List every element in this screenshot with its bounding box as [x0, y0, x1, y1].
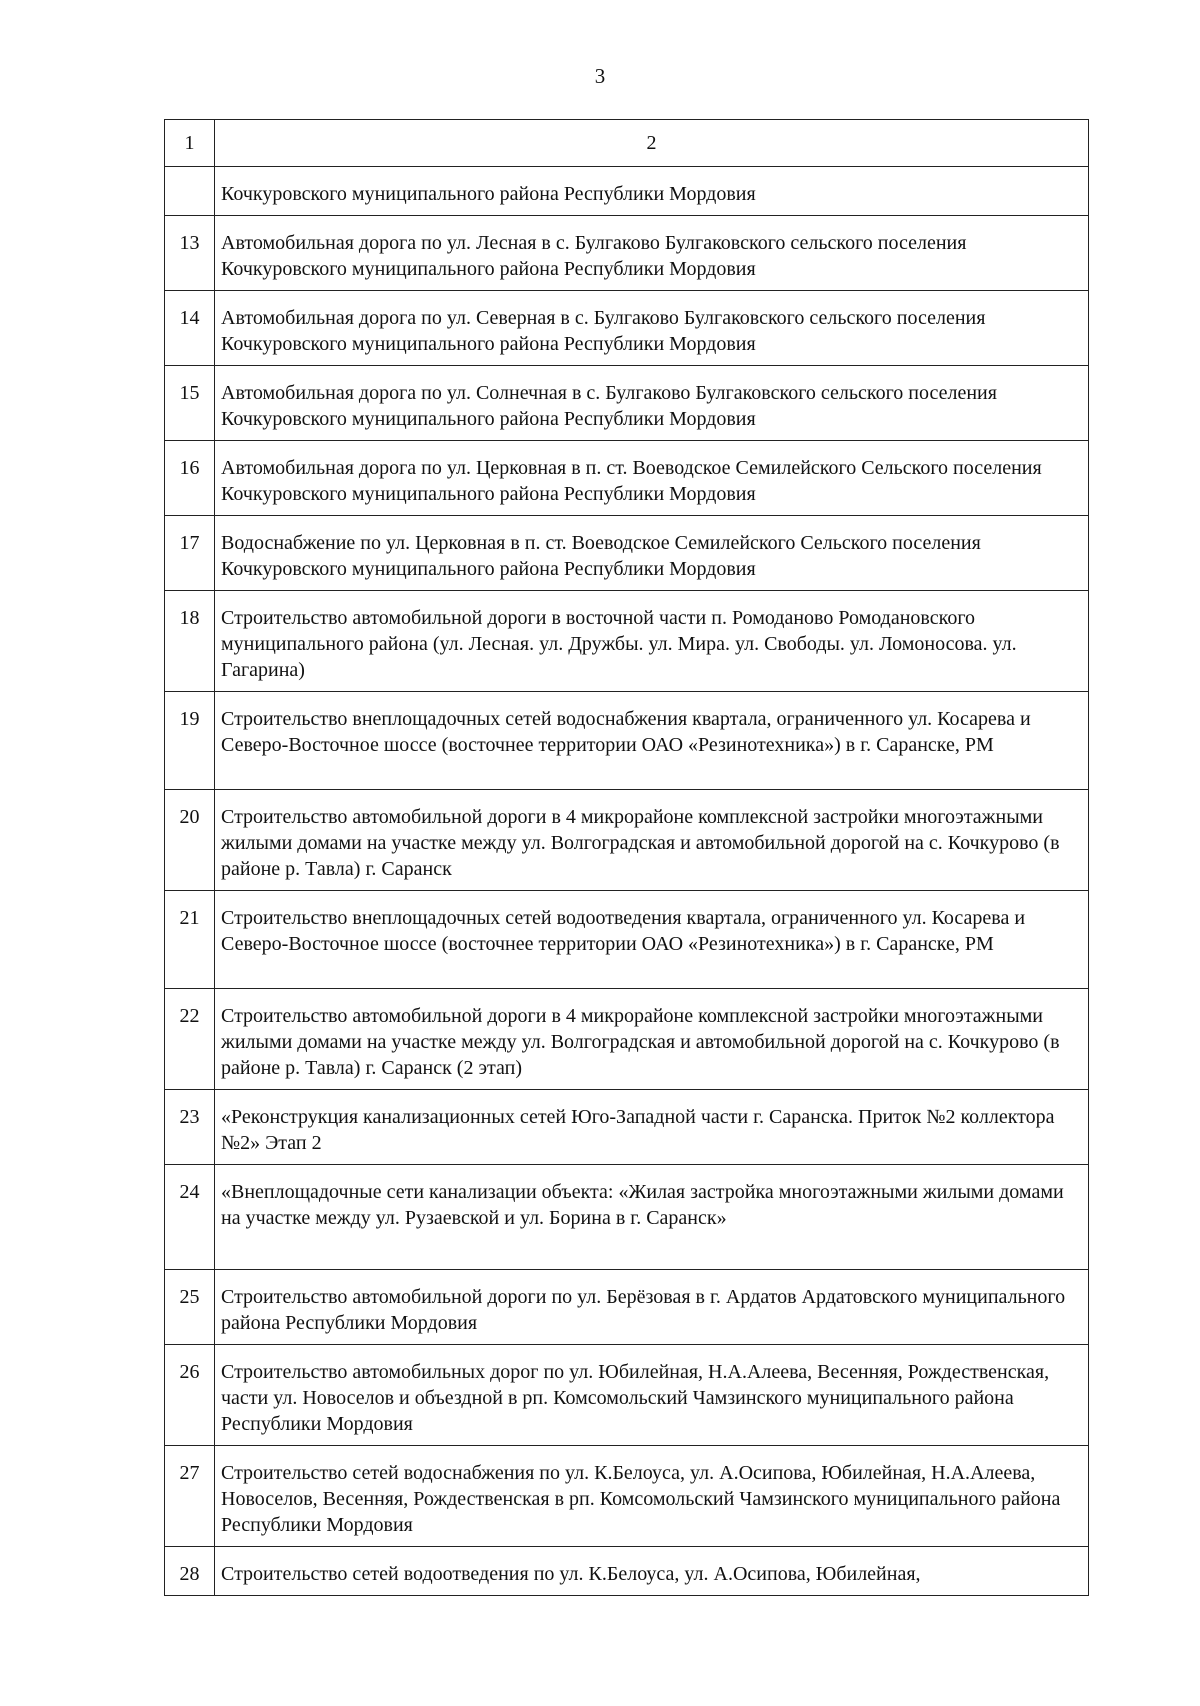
row-number: 26	[165, 1345, 215, 1446]
table-row	[165, 516, 1089, 591]
row-text: «Внеплощадочные сети канализации объекта: «Жилая застройка многоэтажными жилыми домами на участке между ул. Рузаевской и ул. Борина в г. Саранск»	[215, 1165, 1089, 1270]
row-number: 21	[165, 891, 215, 989]
row-text: Строительство автомобильной дороги в 4 микрорайоне комплексной застройки многоэтажными жилыми домами на участке между ул. Волгоградская и автомобильной дорогой на с. Кочкурово (в районе р. Тавла) г. Саранск (2 этап)	[215, 989, 1089, 1090]
page-number: 3	[594, 64, 606, 88]
column-header-number: 1	[165, 120, 215, 167]
row-text: Строительство автомобильных дорог по ул. Юбилейная, Н.А.Алеева, Весенняя, Рождественская, части ул. Новоселов и объездной в рп. Комсомольский Чамзинского муниципального района Республики Мордовия	[215, 1345, 1089, 1446]
row-text: Строительство автомобильной дороги в восточной части п. Ромоданово Ромодановского муниципального района (ул. Лесная. ул. Дружбы. ул. Мира. ул. Свободы. ул. Ломоносова. ул. Гагарина)	[215, 591, 1089, 692]
row-number: 25	[165, 1270, 215, 1345]
row-text: «Реконструкция канализационных сетей Юго-Западной части г. Саранска. Приток №2 коллектора №2» Этап 2	[215, 1090, 1089, 1165]
row-text: Кочкуровского муниципального района Республики Мордовия	[215, 167, 1089, 216]
row-text: Строительство автомобильной дороги в 4 микрорайоне комплексной застройки многоэтажными жилыми домами на участке между ул. Волгоградская и автомобильной дорогой на с. Кочкурово (в районе р. Тавла) г. Саранск	[215, 790, 1089, 891]
row-number: 13	[165, 216, 215, 291]
table-row	[165, 1090, 1089, 1165]
table-row	[165, 441, 1089, 516]
row-number: 14	[165, 291, 215, 366]
table-row	[165, 1270, 1089, 1345]
row-number: 16	[165, 441, 215, 516]
table-row	[165, 692, 1089, 790]
column-header-name: 2	[215, 120, 1089, 167]
table-row	[165, 989, 1089, 1090]
row-text: Автомобильная дорога по ул. Солнечная в с. Булгаково Булгаковского сельского поселения Кочкуровского муниципального района Республики Мордовия	[215, 366, 1089, 441]
objects-table	[164, 119, 1089, 1596]
row-number	[165, 167, 215, 216]
table-row	[165, 291, 1089, 366]
table-row	[165, 1345, 1089, 1446]
table-row	[165, 167, 1089, 216]
table-row	[165, 1446, 1089, 1547]
row-text: Строительство автомобильной дороги по ул. Берёзовая в г. Ардатов Ардатовского муниципального района Республики Мордовия	[215, 1270, 1089, 1345]
row-number: 17	[165, 516, 215, 591]
row-number: 23	[165, 1090, 215, 1165]
row-text: Строительство сетей водоотведения по ул. К.Белоуса, ул. А.Осипова, Юбилейная,	[215, 1547, 1089, 1596]
table-row	[165, 891, 1089, 989]
row-number: 28	[165, 1547, 215, 1596]
table-row	[165, 1165, 1089, 1270]
row-number: 18	[165, 591, 215, 692]
table-header-row	[165, 120, 1089, 167]
table-row	[165, 216, 1089, 291]
table-row	[165, 790, 1089, 891]
row-text: Автомобильная дорога по ул. Лесная в с. Булгаково Булгаковского сельского поселения Кочкуровского муниципального района Республики Мордовия	[215, 216, 1089, 291]
row-number: 27	[165, 1446, 215, 1547]
row-number: 20	[165, 790, 215, 891]
row-number: 19	[165, 692, 215, 790]
row-text: Водоснабжение по ул. Церковная в п. ст. Воеводское Семилейского Сельского поселения Кочкуровского муниципального района Республики Мордовия	[215, 516, 1089, 591]
row-number: 22	[165, 989, 215, 1090]
row-number: 24	[165, 1165, 215, 1270]
table-row	[165, 591, 1089, 692]
row-number: 15	[165, 366, 215, 441]
row-text: Автомобильная дорога по ул. Северная в с. Булгаково Булгаковского сельского поселения Кочкуровского муниципального района Республики Мордовия	[215, 291, 1089, 366]
row-text: Автомобильная дорога по ул. Церковная в п. ст. Воеводское Семилейского Сельского поселения Кочкуровского муниципального района Республики Мордовия	[215, 441, 1089, 516]
row-text: Строительство сетей водоснабжения по ул. К.Белоуса, ул. А.Осипова, Юбилейная, Н.А.Алеева, Новоселов, Весенняя, Рождественская в рп. Комсомольский Чамзинского муниципального района Республики Мордовия	[215, 1446, 1089, 1547]
row-text: Строительство внеплощадочных сетей водоотведения квартала, ограниченного ул. Косарева и Северо-Восточное шоссе (восточнее территории ОАО «Резинотехника») в г. Саранске, РМ	[215, 891, 1089, 989]
table-row	[165, 1547, 1089, 1596]
row-text: Строительство внеплощадочных сетей водоснабжения квартала, ограниченного ул. Косарева и Северо-Восточное шоссе (восточнее территории ОАО «Резинотехника») в г. Саранске, РМ	[215, 692, 1089, 790]
table-row	[165, 366, 1089, 441]
